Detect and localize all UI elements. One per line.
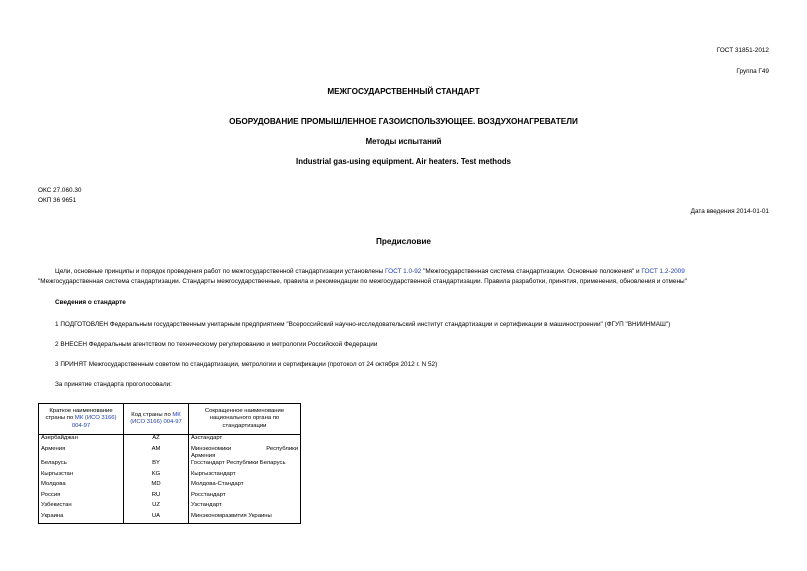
country-cell: Армения	[39, 446, 124, 461]
preface-paragraph-line1	[55, 267, 685, 277]
table-header-row	[39, 404, 301, 435]
country-cell: Азербайджан	[39, 435, 124, 446]
preface-text: Цели, основные принципы и порядок проведения работ по межгосударственной стандартизации установлены	[55, 268, 386, 275]
gost-1-2-2009-link[interactable]: ГОСТ 1.2-2009	[641, 268, 685, 275]
table-row	[39, 492, 301, 503]
header-country-name: Краткое наименование страны по МК (ИСО 3166) 004-97	[39, 404, 124, 435]
introduction-date: Дата введения 2014-01-01	[690, 208, 769, 215]
code-cell: AM	[124, 446, 189, 461]
group-code: Группа Г49	[736, 68, 769, 75]
country-cell: Узбекистан	[39, 502, 124, 513]
code-cell: UZ	[124, 502, 189, 513]
body-cell: Росстандарт	[189, 492, 301, 503]
body-cell: Азстандарт	[189, 435, 301, 446]
mk-iso-link[interactable]: МК (ИСО 3166) 004-97	[71, 415, 117, 429]
item-prepared: 1 ПОДГОТОВЛЕН Федеральным государственным унитарным предприятием "Всероссийский научно-исследовательский институт стандартизации и сертификации в машиностроении" (ФГУП "ВНИИНМАШ")	[55, 321, 671, 328]
gost-1-0-92-link[interactable]: ГОСТ 1.0-92	[385, 268, 422, 275]
code-cell: UA	[124, 513, 189, 524]
table-row	[39, 513, 301, 524]
code-cell: AZ	[124, 435, 189, 446]
country-cell: Беларусь	[39, 460, 124, 471]
code-cell: BY	[124, 460, 189, 471]
table-row	[39, 460, 301, 471]
body-cell: Молдова-Стандарт	[189, 481, 301, 492]
header-country-code: Код страны по МК (ИСО 3166) 004-97	[124, 404, 189, 435]
country-cell: Россия	[39, 492, 124, 503]
country-cell: Кыргызстан	[39, 471, 124, 482]
body-cell: Минэкономики Республики Армения	[189, 446, 301, 461]
table-row	[39, 446, 301, 461]
table-row	[39, 471, 301, 482]
table-row	[39, 435, 301, 446]
body-cell: Узстандарт	[189, 502, 301, 513]
code-cell: RU	[124, 492, 189, 503]
main-title: ОБОРУДОВАНИЕ ПРОМЫШЛЕННОЕ ГАЗОИСПОЛЬЗУЮЩЕЕ. ВОЗДУХОНАГРЕВАТЕЛИ	[229, 117, 578, 126]
body-cell: Кыргызстандарт	[189, 471, 301, 482]
oks-code: ОКС 27.060.30	[38, 187, 82, 194]
country-cell: Украина	[39, 513, 124, 524]
item-introduced: 2 ВНЕСЕН Федеральным агентством по техническому регулированию и метрологии Российской Федерации	[55, 341, 378, 348]
code-cell: MD	[124, 481, 189, 492]
document-code: ГОСТ 31851-2012	[716, 47, 769, 54]
standard-info-heading: Сведения о стандарте	[55, 299, 126, 306]
code-cell: KG	[124, 471, 189, 482]
interstate-standard-title: МЕЖГОСУДАРСТВЕННЫЙ СТАНДАРТ	[327, 87, 480, 96]
body-cell: Минэкономразвития Украины	[189, 513, 301, 524]
okp-code: ОКП 36 9651	[38, 197, 77, 204]
preface-paragraph-line2: "Межгосударственная система стандартизации. Стандарты межгосударственные, правила и рекомендации по межгосударственной стандартизации. Правила разработки, принятия, применения, обновления и отмены"	[38, 278, 687, 285]
table-row	[39, 481, 301, 492]
votes-intro: За принятие стандарта проголосовали:	[55, 381, 172, 388]
preface-heading: Предисловие	[376, 237, 431, 246]
english-title: Industrial gas-using equipment. Air heaters. Test methods	[296, 157, 511, 166]
mk-iso-link[interactable]: МК (ИСО 3166) 004-97	[130, 411, 182, 425]
body-cell: Госстандарт Республики Беларусь	[189, 460, 301, 471]
country-cell: Молдова	[39, 481, 124, 492]
item-adopted: 3 ПРИНЯТ Межгосударственным советом по стандартизации, метрологии и сертификации (протокол от 24 октября 2012 г. N 52)	[55, 361, 438, 368]
header-national-body: Сокращенное наименование национального органа по стандартизации	[189, 404, 301, 435]
preface-text: "Межгосударственная система стандартизации. Основные положения" и	[421, 268, 642, 275]
votes-table	[38, 403, 301, 524]
table-row	[39, 502, 301, 513]
subtitle: Методы испытаний	[365, 137, 442, 146]
